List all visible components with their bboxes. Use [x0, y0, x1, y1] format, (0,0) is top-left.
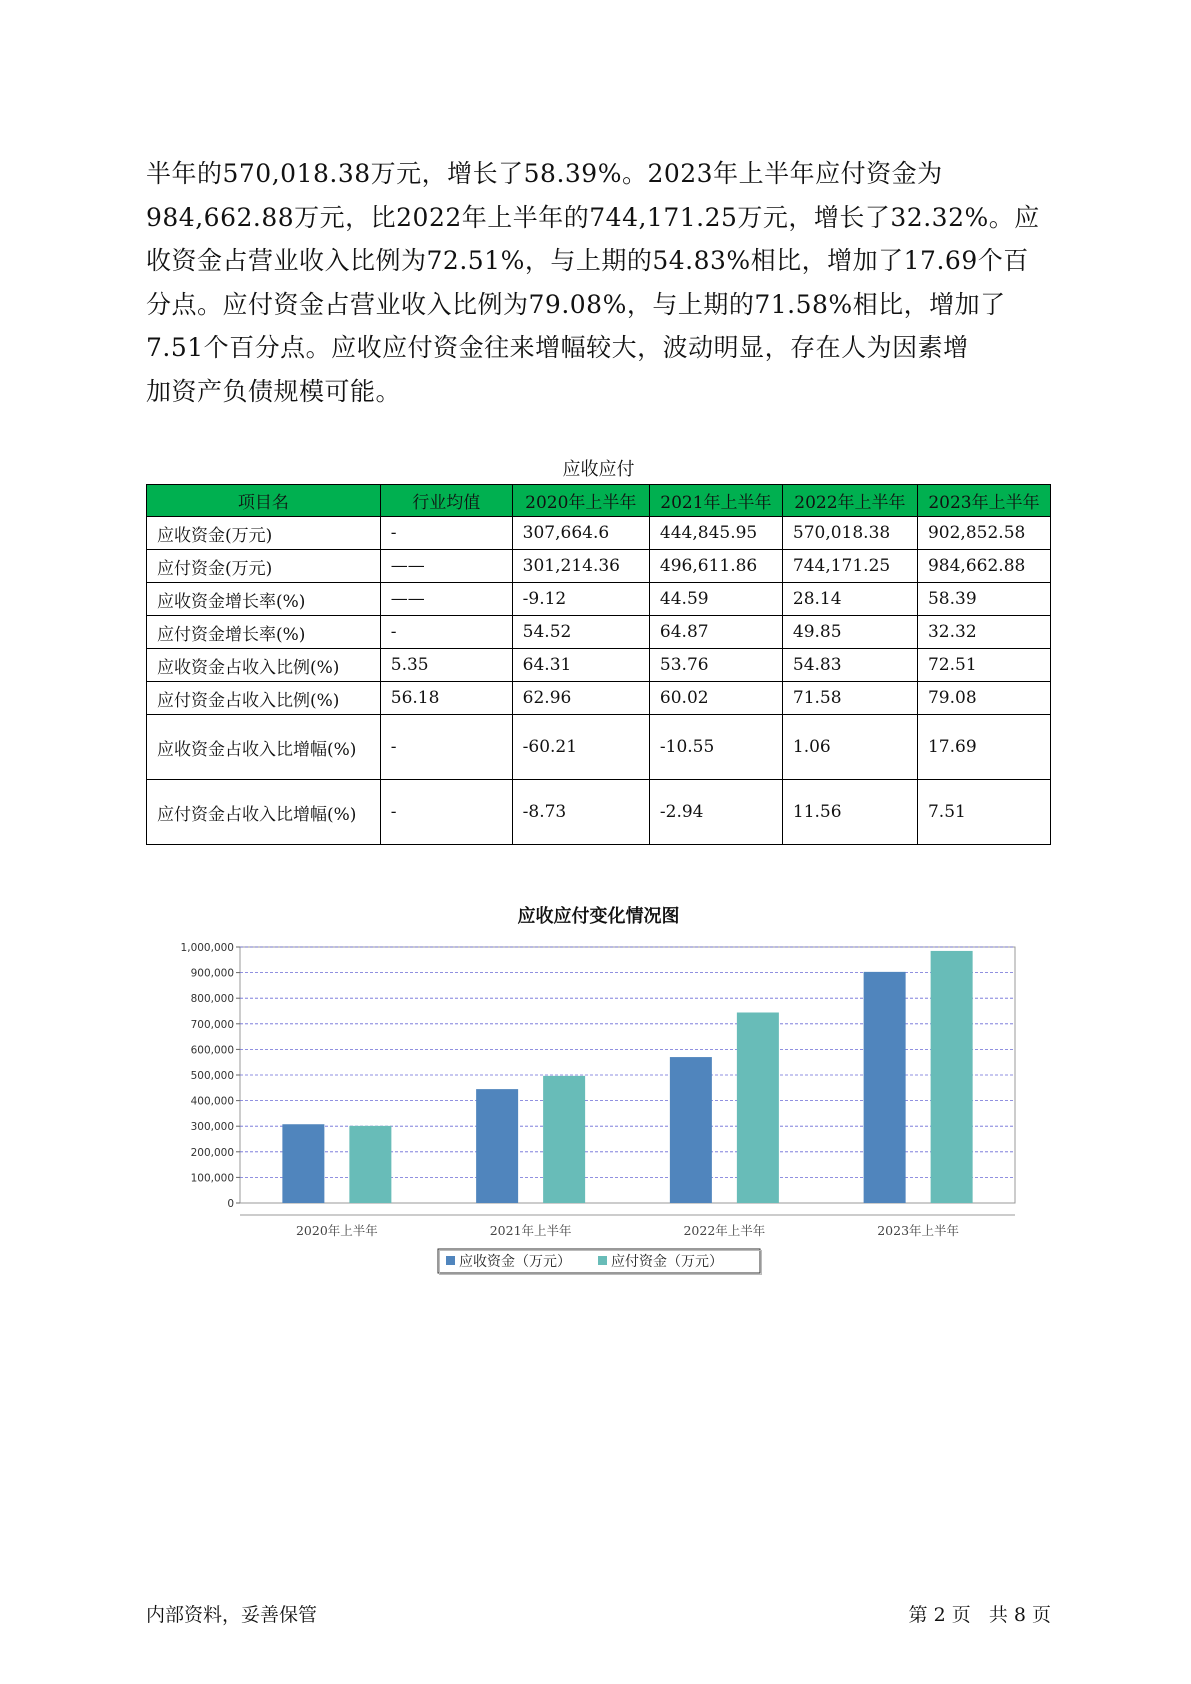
footer-confidential: 内部资料，妥善保管: [146, 1604, 318, 1626]
y-tick-label: 700,000: [190, 1018, 234, 1031]
table-cell: -: [380, 517, 512, 550]
row-label: 应付资金占收入比例(%): [147, 682, 381, 715]
bar: [282, 1124, 324, 1203]
bar: [543, 1076, 585, 1203]
legend-label: 应收资金（万元）: [459, 1254, 571, 1270]
table-cell: 301,214.36: [512, 550, 649, 583]
header-cell: 行业均值: [380, 485, 512, 517]
header-cell: 项目名: [147, 485, 381, 517]
table-cell: 44.59: [649, 583, 782, 616]
y-tick-label: 1,000,000: [180, 942, 234, 954]
table-row: [147, 583, 1051, 616]
x-tick-label: 2022年上半年: [683, 1223, 766, 1238]
table-cell: -10.55: [649, 715, 782, 780]
bar: [349, 1126, 391, 1203]
table-cell: 62.96: [512, 682, 649, 715]
y-tick-label: 300,000: [190, 1121, 234, 1134]
header-cell: 2021年上半年: [649, 485, 782, 517]
table-cell: 570,018.38: [782, 517, 917, 550]
table-cell: 58.39: [917, 583, 1050, 616]
legend-swatch: [446, 1256, 455, 1265]
bar-chart: [160, 935, 1020, 1270]
table-cell: 54.52: [512, 616, 649, 649]
y-tick-label: 0: [227, 1198, 234, 1210]
table-cell: 49.85: [782, 616, 917, 649]
table-row: [147, 517, 1051, 550]
table-row: [147, 616, 1051, 649]
table-cell: 53.76: [649, 649, 782, 682]
table-caption: 应收应付: [562, 459, 635, 480]
table-cell: 444,845.95: [649, 517, 782, 550]
table-cell: 28.14: [782, 583, 917, 616]
paragraph-line: 半年的570,018.38万元，增长了58.39%。2023年上半年应付资金为: [146, 159, 943, 188]
table-cell: 1.06: [782, 715, 917, 780]
paragraph-line: 加资产负债规模可能。: [146, 376, 402, 406]
table-cell: 79.08: [917, 682, 1050, 715]
row-label: 应收资金增长率(%): [147, 583, 381, 616]
y-tick-label: 200,000: [190, 1146, 234, 1159]
footer-page-number: 第 2 页 共 8 页: [908, 1604, 1051, 1626]
table-cell: 902,852.58: [917, 517, 1050, 550]
y-tick-label: 800,000: [190, 993, 234, 1006]
paragraph-line: 分点。应付资金占营业收入比例为79.08%，与上期的71.58%相比，增加了: [146, 289, 1006, 319]
row-label: 应付资金增长率(%): [147, 616, 381, 649]
header-cell: 2023年上半年: [917, 485, 1050, 517]
table-cell: 307,664.6: [512, 517, 649, 550]
table-header-row: [147, 485, 1051, 517]
row-label: 应收资金占收入比例(%): [147, 649, 381, 682]
table-cell: 984,662.88: [917, 550, 1050, 583]
legend-label: 应付资金（万元）: [611, 1254, 723, 1270]
table-cell: 64.31: [512, 649, 649, 682]
table-cell: 71.58: [782, 682, 917, 715]
table-cell: -: [380, 715, 512, 780]
table-row: [147, 550, 1051, 583]
table-cell: 496,611.86: [649, 550, 782, 583]
paragraph-line: 984,662.88万元，比2022年上半年的744,171.25万元，增长了32.32%。应: [146, 202, 1040, 232]
table-cell: 17.69: [917, 715, 1050, 780]
table-cell: -: [380, 616, 512, 649]
paragraph-line: 7.51个百分点。应收应付资金往来增幅较大，波动明显，存在人为因素增: [146, 333, 969, 362]
table-row: [147, 682, 1051, 715]
chart-title: 应收应付变化情况图: [517, 906, 680, 927]
y-tick-label: 400,000: [190, 1095, 234, 1108]
y-tick-label: 100,000: [190, 1172, 234, 1185]
row-label: 应收资金占收入比增幅(%): [147, 715, 381, 780]
table-cell: 56.18: [380, 682, 512, 715]
x-tick-label: 2020年上半年: [295, 1223, 378, 1238]
table-cell: -60.21: [512, 715, 649, 780]
table-cell: -8.73: [512, 780, 649, 845]
header-cell: 2022年上半年: [782, 485, 917, 517]
paragraph-line: 收资金占营业收入比例为72.51%，与上期的54.83%相比，增加了17.69个百: [146, 246, 1029, 275]
row-label: 应付资金占收入比增幅(%): [147, 780, 381, 845]
table-cell: -2.94: [649, 780, 782, 845]
bar: [737, 1012, 779, 1203]
y-tick-label: 500,000: [190, 1070, 234, 1082]
table-cell: 5.35: [380, 649, 512, 682]
table-cell: -9.12: [512, 583, 649, 616]
bar: [931, 951, 973, 1203]
table-cell: 32.32: [917, 616, 1050, 649]
y-tick-label: 900,000: [190, 967, 234, 980]
data-table: [146, 484, 1051, 845]
bar: [476, 1089, 518, 1203]
table-cell: 60.02: [649, 682, 782, 715]
table-cell: 54.83: [782, 649, 917, 682]
row-label: 应收资金(万元): [147, 517, 381, 550]
table-row: [147, 780, 1051, 845]
bar: [864, 972, 906, 1203]
table-cell: 72.51: [917, 649, 1050, 682]
legend-swatch: [598, 1256, 607, 1265]
table-cell: 744,171.25: [782, 550, 917, 583]
table-cell: 11.56: [782, 780, 917, 845]
x-tick-label: 2021年上半年: [489, 1223, 572, 1238]
row-label: 应付资金(万元): [147, 550, 381, 583]
y-tick-label: 600,000: [190, 1044, 234, 1057]
table-row: [147, 715, 1051, 780]
body-paragraph: [146, 152, 1046, 413]
table-cell: -: [380, 780, 512, 845]
table-cell: 64.87: [649, 616, 782, 649]
table-cell: ——: [380, 550, 512, 583]
x-tick-label: 2023年上半年: [877, 1223, 960, 1238]
table-row: [147, 649, 1051, 682]
table-cell: ——: [380, 583, 512, 616]
header-cell: 2020年上半年: [512, 485, 649, 517]
bar: [670, 1057, 712, 1203]
table-cell: 7.51: [917, 780, 1050, 845]
